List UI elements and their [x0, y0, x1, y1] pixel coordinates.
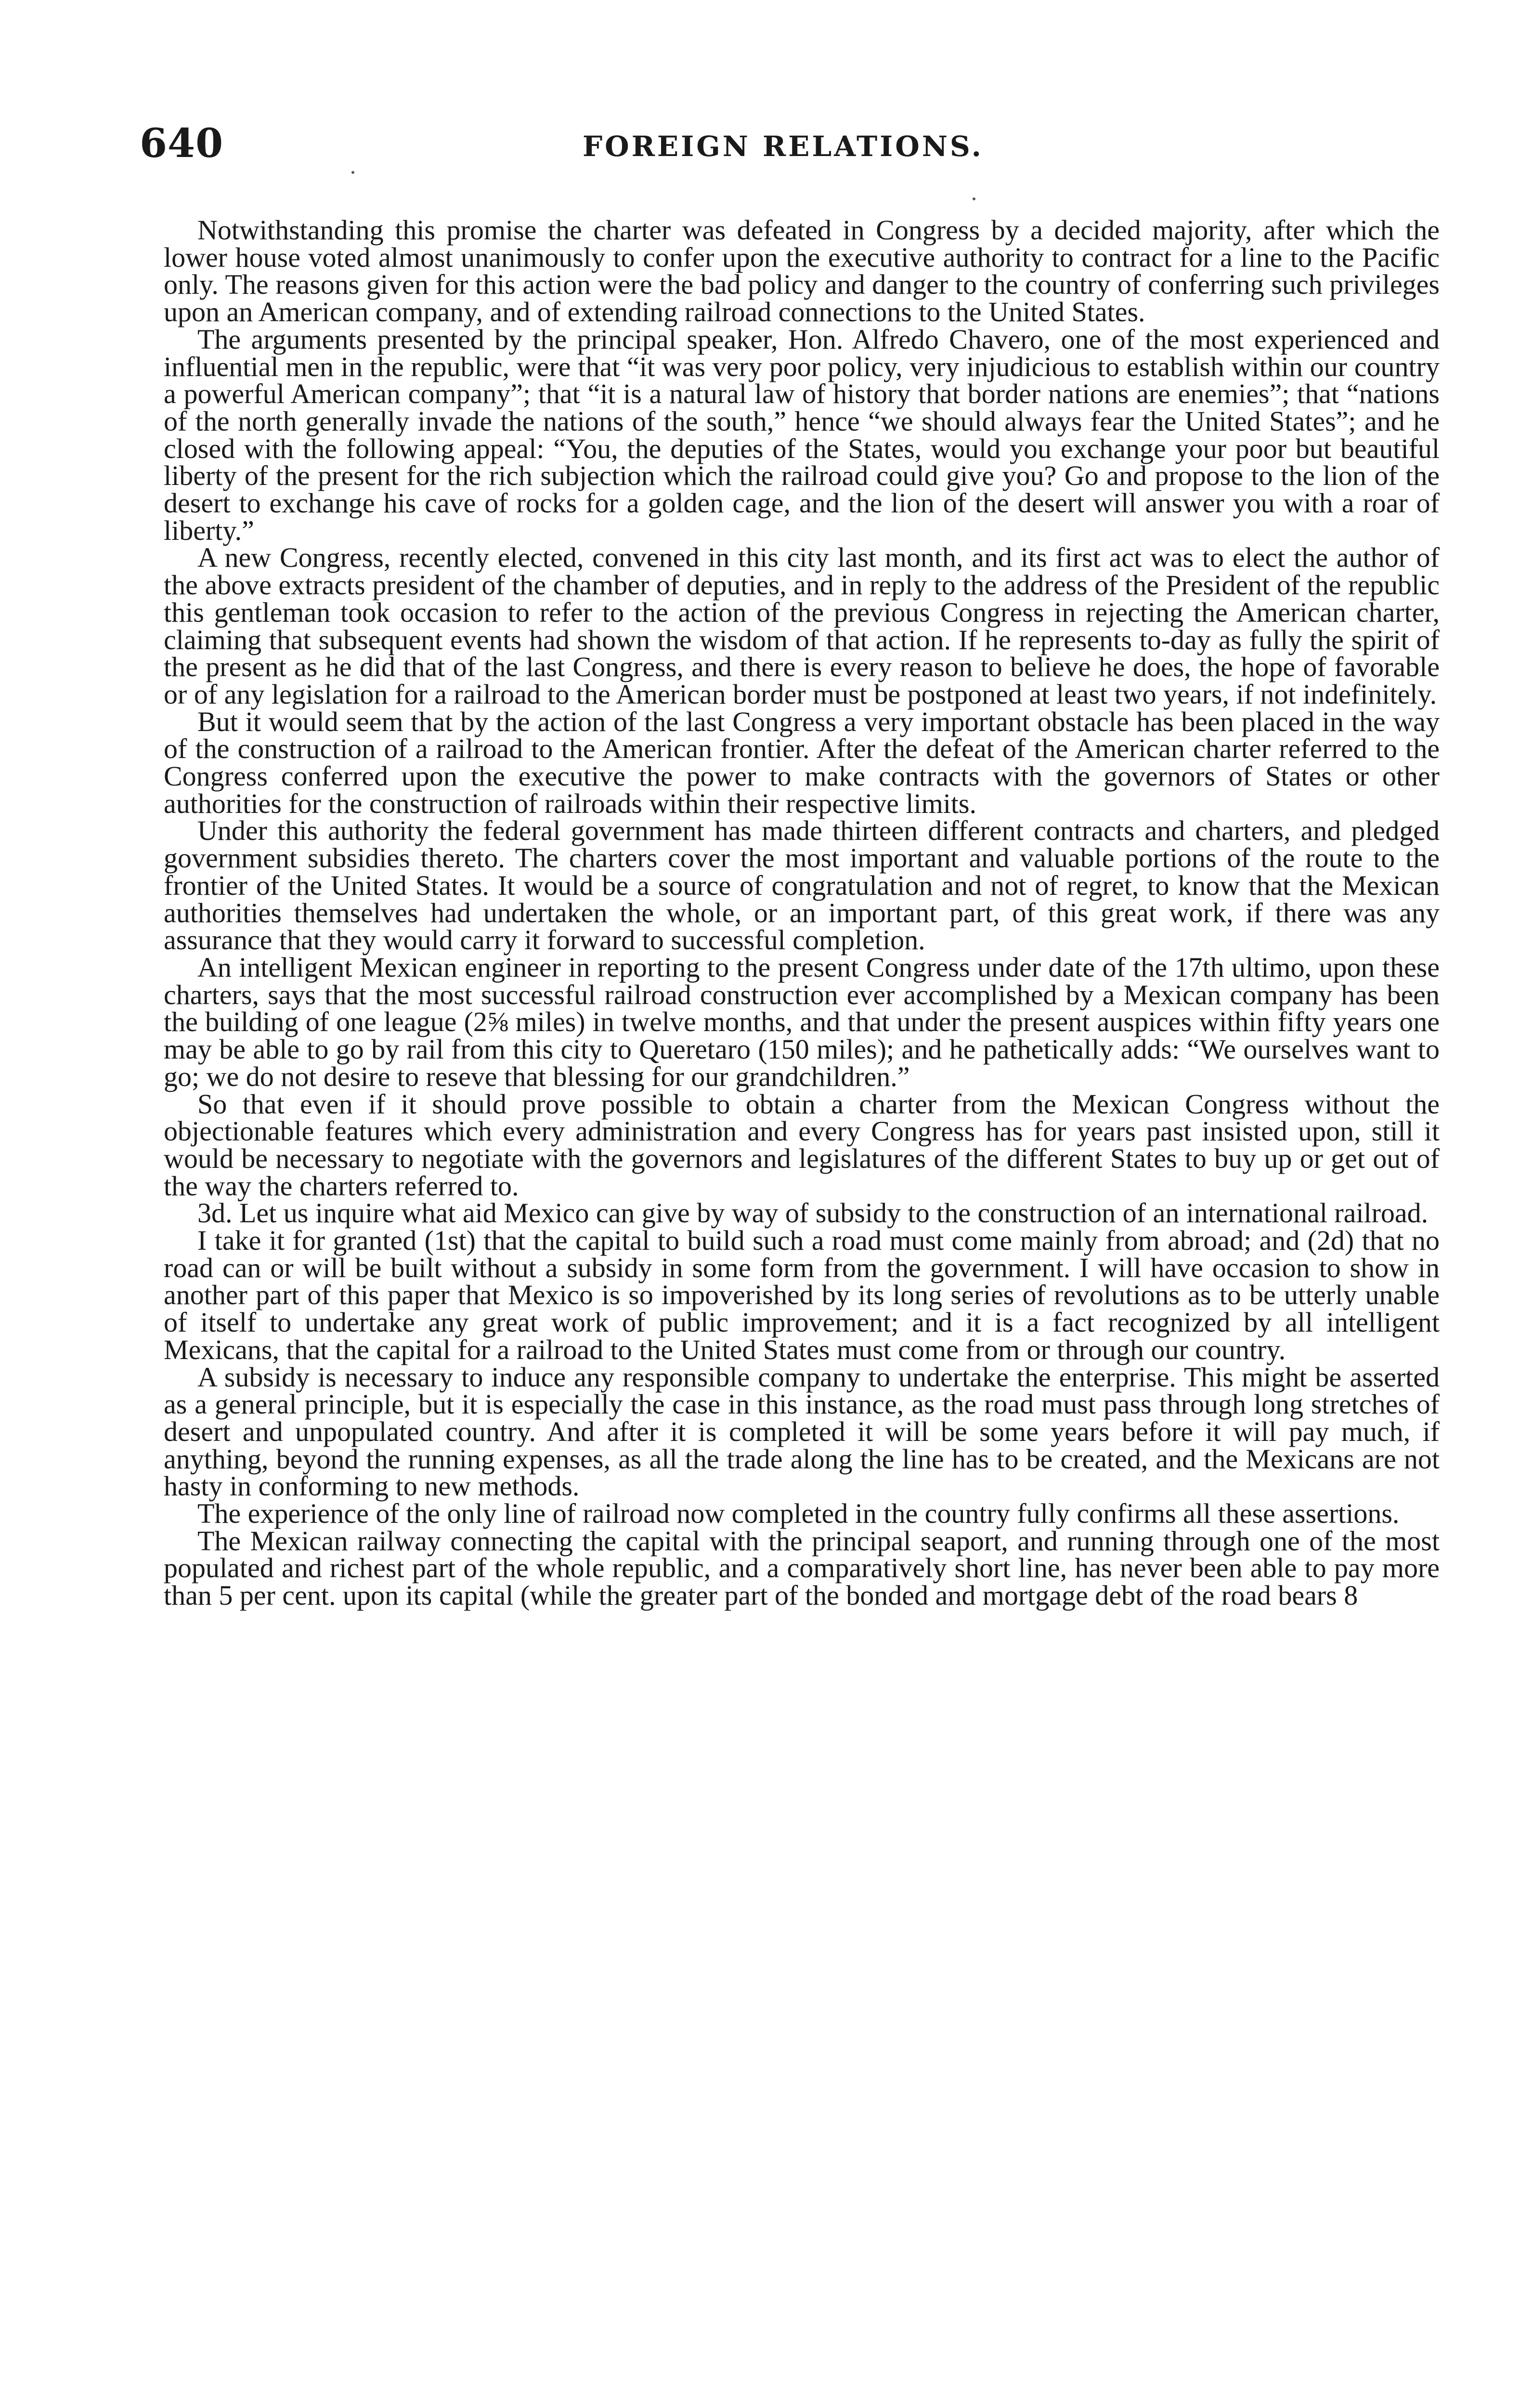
- paragraph: A subsidy is necessary to induce any responsible company to undertake the enterprise. This might be asserted as a general principle, but it is especially the case in this instance, as the road must pass through long stretches of desert and unpopulated country. And after it is completed it will be some years before it will pay much, if anything, beyond the running expenses, as all the trade along the line has to be created, and the Mexicans are not hasty in conforming to new methods.: [164, 1361, 1440, 1502]
- paragraph: 3d. Let us inquire what aid Mexico can give by way of subsidy to the construction of an international railroad.: [197, 1197, 1429, 1229]
- scan-speck: [351, 171, 354, 174]
- body-text: [164, 217, 1440, 2408]
- paragraph: So that even if it should prove possible to obtain a charter from the Mexican Congress without the objectionable features which every administration and every Congress has for years past insisted upon, still it would be necessary to negotiate with the governors and legislatures of the different States to buy up or get out of the way the charters referred to.: [164, 1088, 1440, 1202]
- paragraph: The Mexican railway connecting the capital with the principal seaport, and running through one of the most populated and richest part of the whole republic, and a comparatively short line, has never been able to pay more than 5 per cent. upon its capital (while the greater part of the bonded and mortgage debt of the road bears 8: [164, 1525, 1440, 1611]
- paragraph: An intelligent Mexican engineer in reporting to the present Congress under date of the 17th ultimo, upon these charters, says that the most successful railroad construction ever accomplished by a Mexican company has been the building of one league (2⅝ miles) in twelve months, and that under the present auspices within fifty years one may be able to go by rail from this city to Queretaro (150 miles); and he pathetically adds: “We ourselves want to go; we do not desire to reseve that blessing for our grandchildren.”: [164, 951, 1440, 1092]
- paragraph: I take it for granted (1st) that the capital to build such a road must come mainly from abroad; and (2d) that no road can or will be built without a subsidy in some form from the government. I will have occasion to show in another part of this paper that Mexico is so impoverished by its long series of revolutions as to be utterly unable of itself to undertake any great work of public improvement; and it is a fact recognized by all intelligent Mexicans, that the capital for a railroad to the United States must come from or through our country.: [164, 1225, 1440, 1365]
- paragraph: Under this authority the federal government has made thirteen different contracts and charters, and pledged government subsidies thereto. The charters cover the most important and valuable portions of the route to the frontier of the United States. It would be a source of congratulation and not of regret, to know that the Mexican authorities themselves had undertaken the whole, or an important part, of this great work, if there was any assurance that they would carry it forward to successful completion.: [164, 815, 1440, 956]
- paragraph: The experience of the only line of railroad now completed in the country fully confirms all these assertions.: [197, 1498, 1400, 1530]
- paragraph: A new Congress, recently elected, convened in this city last month, and its first act was to elect the author of the above extracts president of the chamber of deputies, and in reply to the address of the President of the republic this gentleman took occasion to refer to the action of the previous Congress in rejecting the American charter, claiming that subsequent events had shown the wisdom of that action. If he represents to-day as fully the spirit of the present as he did that of the last Congress, and there is every reason to believe he does, the hope of favorable or of any legislation for a railroad to the American border must be postponed at least two years, if not indefinitely.: [164, 542, 1440, 710]
- paragraph: Notwithstanding this promise the charter was defeated in Congress by a decided majority, after which the lower house voted almost unanimously to confer upon the executive authority to contract for a line to the Pacific only. The reasons given for this action were the bad policy and danger to the country of conferring such privileges upon an American company, and of extending railroad connections to the United States.: [164, 217, 1440, 328]
- paragraph: But it would seem that by the action of the last Congress a very important obstacle has been placed in the way of the construction of a railroad to the American frontier. After the defeat of the American charter referred to the Congress conferred upon the executive the power to make contracts with the governors of States or other authorities for the construction of railroads within their respective limits.: [164, 706, 1440, 819]
- paragraph: The arguments presented by the principal speaker, Hon. Alfredo Chavero, one of the most experienced and influential men in the republic, were that “it was very poor policy, very injudicious to establish within our country a powerful American company”; that “it is a natural law of history that border nations are enemies”; that “nations of the north generally invade the nations of the south,” hence “we should always fear the United States”; and he closed with the following appeal: “You, the deputies of the States, would you exchange your poor but beautiful liberty of the present for the rich subjection which the railroad could give you? Go and propose to the lion of the desert to exchange his cave of rocks for a golden cage, and the lion of the desert will answer you with a roar of liberty.”: [164, 323, 1440, 546]
- page-header: [140, 120, 1454, 173]
- running-head: FOREIGN RELATIONS.: [583, 130, 984, 163]
- scan-speck: [973, 197, 975, 200]
- page-number: 640: [140, 120, 224, 167]
